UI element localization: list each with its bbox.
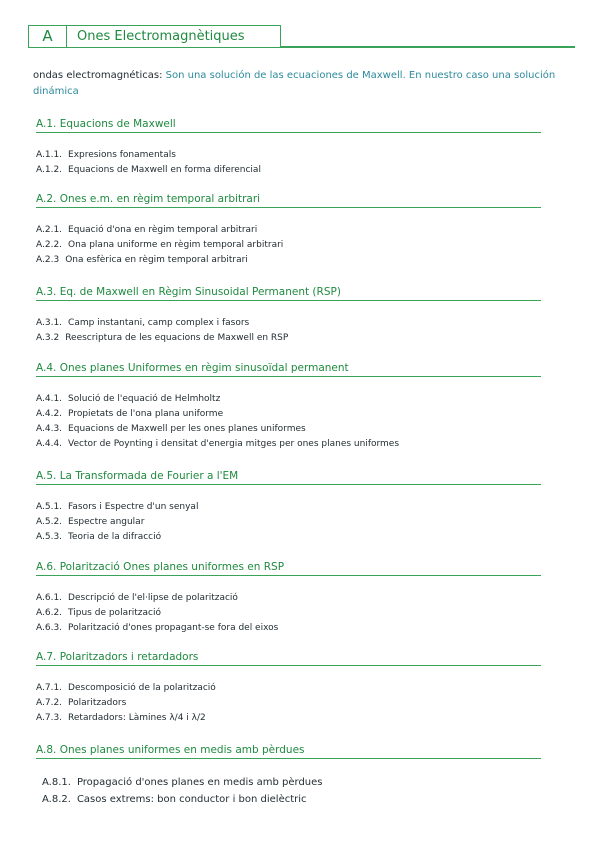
item-text: Fasors i Espectre d'un senyal [68,502,199,512]
item-number: A.1.1. [36,150,63,160]
section-a6 [36,561,541,636]
item-text: Descripció de l'el·lipse de polarització [68,593,238,603]
section-title: A.4. Ones planes Uniformes en règim sinusoïdal permanent [36,362,541,377]
list-item [36,606,541,621]
list-item [36,515,541,530]
section-title: A.8. Ones planes uniformes en medis amb pèrdues [36,744,541,759]
item-text: Solució de l'equació de Helmholtz [68,394,221,404]
list-item [36,331,541,346]
item-text: Descomposició de la polarització [68,683,216,693]
item-number: A.4.4. [36,439,63,449]
item-number: A.4.3. [36,424,63,434]
section-title: A.6. Polarització Ones planes uniformes en RSP [36,561,541,576]
section-title: A.1. Equacions de Maxwell [36,118,541,133]
list-item [36,253,541,268]
item-number: A.5.3. [36,532,63,542]
item-text: Expresions fonamentals [68,150,176,160]
section-a7 [36,651,541,726]
item-text: Equacions de Maxwell per les ones planes uniformes [68,424,306,434]
section-a3 [36,286,541,346]
item-number: A.3.2 [36,333,60,343]
list-item [36,392,541,407]
list-item [36,500,541,515]
intro-term: ondas electromagnéticas: [33,70,163,81]
item-number: A.8.1. [42,777,71,788]
header-underline [281,46,575,48]
list-item [36,621,541,636]
item-number: A.4.2. [36,409,63,419]
list-item [36,591,541,606]
section-a5 [36,470,541,545]
list-item [36,437,541,452]
section-a8 [36,744,541,808]
item-number: A.7.1. [36,683,63,693]
list-item [36,163,541,178]
item-number: A.1.2. [36,165,63,175]
item-text: Teoria de la difracció [68,532,162,542]
item-text: Equació d'ona en règim temporal arbitrari [68,225,258,235]
item-text: Tipus de polarització [68,608,162,618]
list-item [36,148,541,163]
item-text: Propietats de l'ona plana uniforme [68,409,224,419]
item-number: A.2.2. [36,240,63,250]
item-number: A.6.1. [36,593,63,603]
list-item [36,530,541,545]
item-text: Camp instantani, camp complex i fasors [68,318,250,328]
item-text: Polaritzadors [68,698,127,708]
chapter-header [28,25,281,48]
section-a4 [36,362,541,452]
section-title: A.2. Ones e.m. en règim temporal arbitrari [36,193,541,208]
item-text: Reescriptura de les equacions de Maxwell en RSP [65,333,289,343]
list-item [42,774,541,791]
item-number: A.8.2. [42,794,71,805]
list-item [36,238,541,253]
item-text: Polarització d'ones propagant-se fora del eixos [68,623,279,633]
item-number: A.7.2. [36,698,63,708]
item-number: A.7.3. [36,713,63,723]
list-item [36,422,541,437]
item-text: Ona esfèrica en règim temporal arbitrari [65,255,248,265]
item-text: Propagació d'ones planes en medis amb pèrdues [76,777,323,788]
item-number: A.2.3 [36,255,60,265]
chapter-title: Ones Electromagnètiques [77,29,245,44]
list-item [36,696,541,711]
list-item [36,681,541,696]
item-text: Ona plana uniforme en règim temporal arbitrari [68,240,284,250]
item-text: Espectre angular [68,517,145,527]
item-text: Equacions de Maxwell en forma diferencial [68,165,261,175]
section-title: A.3. Eq. de Maxwell en Règim Sinusoidal Permanent (RSP) [36,286,541,301]
chapter-letter: A [29,26,67,47]
item-number: A.6.3. [36,623,63,633]
list-item [36,711,541,726]
section-a2 [36,193,541,268]
item-number: A.4.1. [36,394,63,404]
item-text: Vector de Poynting i densitat d'energia mitges per ones planes uniformes [68,439,400,449]
section-a1 [36,118,541,178]
item-number: A.6.2. [36,608,63,618]
list-item [36,316,541,331]
section-title: A.5. La Transformada de Fourier a l'EM [36,470,541,485]
list-item [36,407,541,422]
list-item [36,223,541,238]
item-number: A.5.1. [36,502,63,512]
section-title: A.7. Polaritzadors i retardadors [36,651,541,666]
item-text: Retardadors: Làmines λ/4 i λ/2 [68,713,206,723]
list-item [42,791,541,808]
item-number: A.2.1. [36,225,63,235]
intro-definition: Son una solución de las ecuaciones de Maxwell. En nuestro caso una solución dinámica [33,70,556,97]
item-number: A.5.2. [36,517,63,527]
item-number: A.3.1. [36,318,63,328]
intro-paragraph [33,68,573,100]
item-text: Casos extrems: bon conductor i bon dielèctric [76,794,307,805]
